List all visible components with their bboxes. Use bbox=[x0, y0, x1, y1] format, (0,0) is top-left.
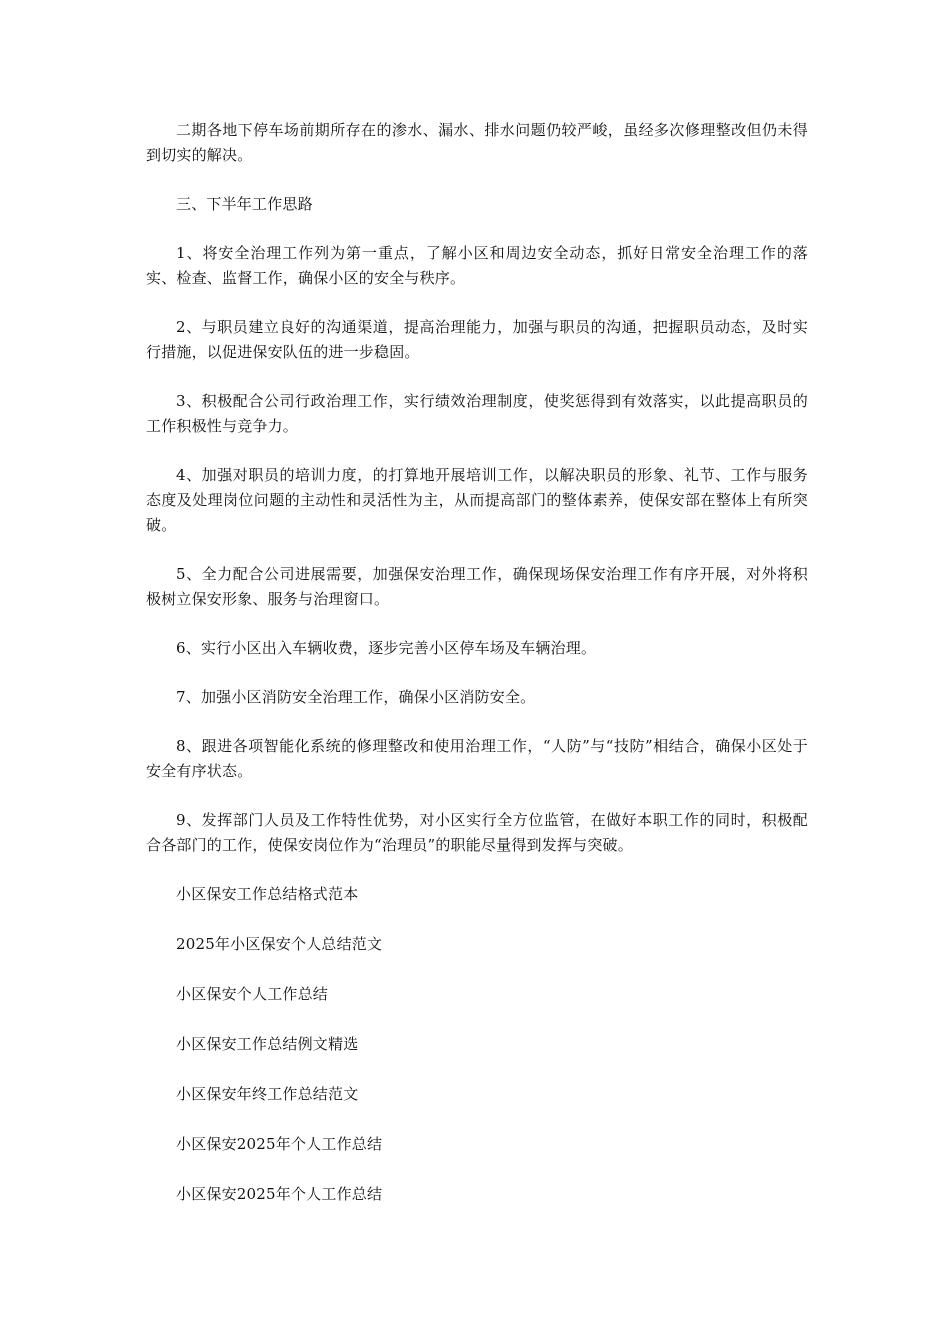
plan-item-9: 9、发挥部门人员及工作特性优势，对小区实行全方位监管，在做好本职工作的同时，积极配合各部门的工作，使保安岗位作为“治理员”的职能尽量得到发挥与突破。 bbox=[146, 811, 808, 854]
related-link-7[interactable]: 小区保安2025年个人工作总结 bbox=[176, 1185, 383, 1203]
related-link-6[interactable]: 小区保安2025年个人工作总结 bbox=[176, 1135, 383, 1153]
plan-item-6: 6、实行小区出入车辆收费，逐步完善小区停车场及车辆治理。 bbox=[176, 639, 597, 657]
plan-item-8: 8、跟进各项智能化系统的修理整改和使用治理工作，“人防”与“技防”相结合，确保小区处于安全有序状态。 bbox=[146, 737, 808, 780]
plan-item-4: 4、加强对职员的培训力度，的打算地开展培训工作，以解决职员的形象、礼节、工作与服务态度及处理岗位问题的主动性和灵活性为主，从而提高部门的整体素养，使保安部在整体上有所突破。 bbox=[146, 466, 808, 534]
plan-item-1: 1、将安全治理工作列为第一重点，了解小区和周边安全动态，抓好日常安全治理工作的落实、检查、监督工作，确保小区的安全与秩序。 bbox=[146, 244, 808, 287]
plan-item-2: 2、与职员建立良好的沟通渠道，提高治理能力，加强与职员的沟通，把握职员动态，及时实行措施，以促进保安队伍的进一步稳固。 bbox=[146, 318, 808, 361]
plan-item-7: 7、加强小区消防安全治理工作，确保小区消防安全。 bbox=[176, 688, 536, 706]
section-heading-plan: 三、下半年工作思路 bbox=[176, 195, 313, 213]
plan-item-5: 5、全力配合公司进展需要，加强保安治理工作，确保现场保安治理工作有序开展，对外将积极树立保安形象、服务与治理窗口。 bbox=[146, 565, 808, 608]
paragraph-parking-issue: 二期各地下停车场前期所存在的渗水、漏水、排水问题仍较严峻，虽经多次修理整改但仍未得到切实的解决。 bbox=[146, 121, 808, 164]
related-link-2[interactable]: 2025年小区保安个人总结范文 bbox=[176, 935, 383, 953]
related-link-3[interactable]: 小区保安个人工作总结 bbox=[176, 985, 329, 1003]
related-link-5[interactable]: 小区保安年终工作总结范文 bbox=[176, 1085, 359, 1103]
document-body bbox=[146, 118, 808, 1232]
related-link-4[interactable]: 小区保安工作总结例文精选 bbox=[176, 1035, 359, 1053]
plan-item-3: 3、积极配合公司行政治理工作，实行绩效治理制度，使奖惩得到有效落实，以此提高职员的工作积极性与竞争力。 bbox=[146, 392, 808, 435]
related-link-1[interactable]: 小区保安工作总结格式范本 bbox=[176, 885, 359, 903]
